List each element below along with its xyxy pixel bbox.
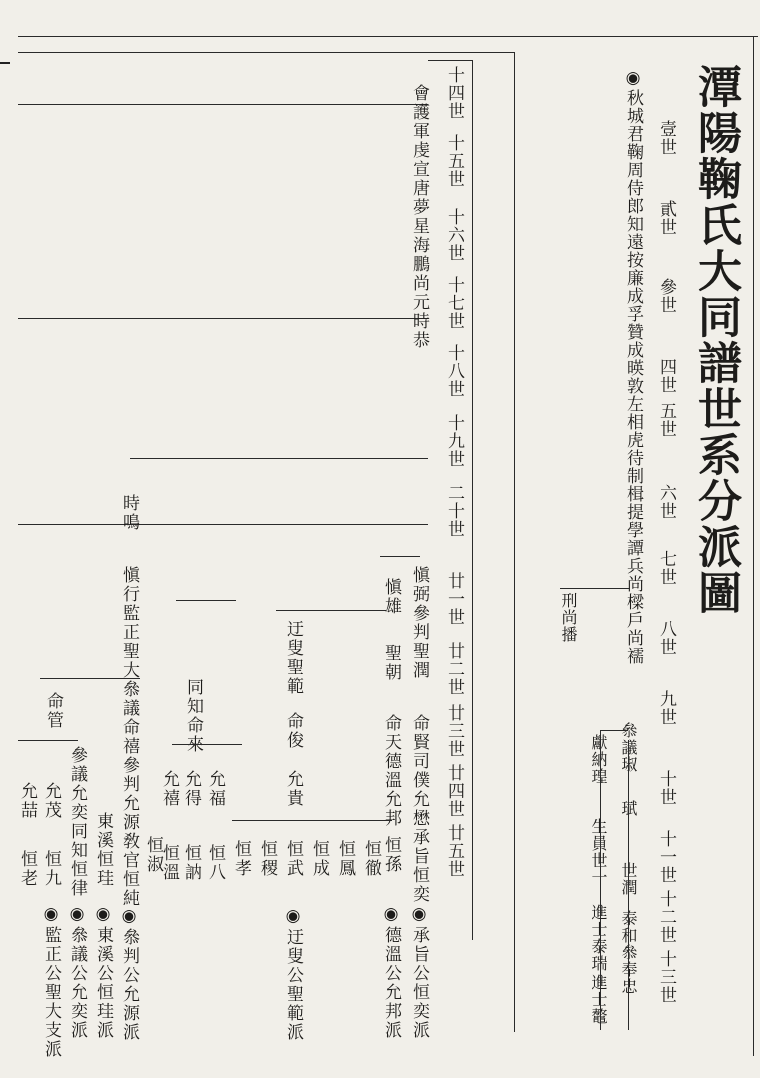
- gen-13: 十三世: [656, 950, 676, 1004]
- frame-inner-top-line: [18, 52, 514, 53]
- gen-1: 壹世: [656, 120, 676, 156]
- mingguan: 命管: [43, 692, 63, 730]
- hengne: 恒訥: [181, 844, 201, 882]
- gen2-14: 十四世: [444, 66, 464, 120]
- tenth-gen-b: 叅議琡: [619, 722, 638, 773]
- branch-vline-10: [600, 730, 601, 1030]
- gen-7: 七世: [656, 550, 676, 586]
- hengba: 恒八: [205, 844, 225, 882]
- canyi: 參議允奕同知恒律: [67, 746, 87, 898]
- tenth-gen-a: 獻納瑝: [589, 734, 608, 785]
- gen2-17: 十七世: [444, 276, 464, 330]
- gen2-24: 廿四世: [444, 764, 464, 818]
- gen-12: 十二世: [656, 890, 676, 944]
- frame-inner-divider: [514, 52, 515, 1032]
- gen-11: 十一世: [656, 830, 676, 884]
- eleventh-gen-b: 珷: [619, 800, 638, 817]
- b2-gen25-a: 恒武: [283, 840, 303, 878]
- b3-pai: ◉叅判公允源派: [119, 906, 139, 1042]
- tongzhi-connector: [176, 600, 236, 601]
- gen-column-top: [428, 60, 472, 61]
- lineage-line-1-9: ◉秋城君鞠周侍郎知遠按廉成孚贊成暎敦左相虎待制楫提學譚兵尚樑戶尚襦: [623, 68, 643, 665]
- thirteenth-gen-a: 進士鼇: [589, 974, 608, 1025]
- mingguan-rule: [18, 740, 78, 741]
- gen-5: 五世: [656, 402, 676, 438]
- dongxi: 東溪恒珪: [93, 812, 113, 888]
- gen-4: 四世: [656, 358, 676, 394]
- branch-label-connector: [560, 588, 630, 589]
- b3-line: 愼行監正聖大叅議命禧參判允源敎官恒純: [119, 566, 139, 908]
- gen2-23: 廿三世: [444, 704, 464, 758]
- hengjiu: 恒九: [41, 850, 61, 888]
- b2-connector: [276, 610, 386, 611]
- branch-vline-10b: [628, 740, 629, 1030]
- page-title: 潭陽鞠氏大同譜世系分派圖: [690, 64, 741, 616]
- b3-rule: [18, 524, 428, 525]
- yunxi: 允禧: [159, 770, 179, 808]
- gen-3: 參世: [656, 278, 676, 314]
- b2-gen25-e: 恒鳳: [335, 840, 355, 878]
- b2-gen25-rule: [232, 820, 392, 821]
- dongxi-pai: ◉東溪公恒珪派: [93, 904, 113, 1040]
- canyi-pai: ◉叅議公允奕派: [67, 904, 87, 1040]
- c1-gen23: 命賢司僕允懋承旨恒奕: [409, 714, 429, 904]
- mingguan-connector: [40, 678, 140, 679]
- twelfth-gen-a: 進士泰瑞: [589, 904, 608, 972]
- gen2-20: 二十世: [444, 484, 464, 538]
- gen-2: 貳世: [656, 200, 676, 236]
- b2-top: 迂叟聖範: [283, 620, 303, 696]
- gen2-15: 十五世: [444, 134, 464, 188]
- b2-pai: ◉迂叟公聖範派: [283, 906, 303, 1042]
- gen-10: 十世: [656, 770, 676, 806]
- yunmao: 允茂: [41, 782, 61, 820]
- gen-9: 九世: [656, 690, 676, 726]
- page-edge-mark: [0, 62, 10, 64]
- chain-rule-2: [18, 318, 428, 319]
- c2-gen25: 恒孫: [381, 836, 401, 874]
- gen2-22: 廿二世: [444, 642, 464, 696]
- branch-connector-10: [600, 730, 628, 731]
- c1-pai: ◉承旨公恒奕派: [409, 904, 429, 1040]
- hengji: 恒淑: [143, 836, 163, 874]
- twelfth-gen-b: 世潤: [619, 862, 638, 896]
- henglao: 恒老: [17, 850, 37, 888]
- gen-8: 八世: [656, 620, 676, 656]
- chain-rule-1: [18, 104, 428, 105]
- b2-gen23: 命俊: [283, 712, 303, 750]
- b2-gen25-d: 恒成: [309, 840, 329, 878]
- tongzhi-rule: [172, 744, 242, 745]
- gen-6: 六世: [656, 484, 676, 520]
- branch-label: 刑尚播: [559, 592, 578, 643]
- gen2-18: 十八世: [444, 344, 464, 398]
- eleventh-gen-a: 生員世一: [589, 818, 608, 886]
- c2-gen22: 聖朝: [381, 644, 401, 682]
- c1-line: 愼弼參判聖潤: [409, 566, 429, 680]
- main-chain: 會護軍虔宣唐夢星海鵬尚元時恭: [409, 84, 429, 350]
- b2-gen25-b: 恒稷: [257, 840, 277, 878]
- c2-pai: ◉德溫公允邦派: [381, 904, 401, 1040]
- gen2-19: 十九世: [444, 414, 464, 468]
- hengwen: 恒溫: [159, 844, 179, 882]
- frame-right-line: [753, 36, 754, 1056]
- jianzheng-pai: ◉監正公聖大支派: [41, 904, 61, 1059]
- frame-top-line: [18, 36, 758, 37]
- tongzhi: 同知命來: [183, 678, 203, 754]
- yunzhe: 允喆: [17, 782, 37, 820]
- c2-top: 愼雄: [381, 578, 401, 616]
- b3-connector: [130, 458, 428, 459]
- gen2-16: 十六世: [444, 208, 464, 262]
- b2-gen25-c: 恒孝: [231, 840, 251, 878]
- thirteenth-gen-b: 泰和叅奉忠: [619, 910, 638, 995]
- yunde: 允得: [181, 770, 201, 808]
- b3-shiming: 時鳴: [119, 494, 139, 532]
- b2-gen24: 允貴: [283, 770, 303, 808]
- gen2-25: 廿五世: [444, 824, 464, 878]
- gen-column-rule: [472, 60, 473, 940]
- yunfu: 允福: [205, 770, 225, 808]
- b2-gen25-f: 恒徹: [361, 840, 381, 878]
- gen2-21: 廿一世: [444, 572, 464, 626]
- c2-connector: [380, 556, 420, 557]
- c2-gen23: 命天德溫允邦: [381, 714, 401, 828]
